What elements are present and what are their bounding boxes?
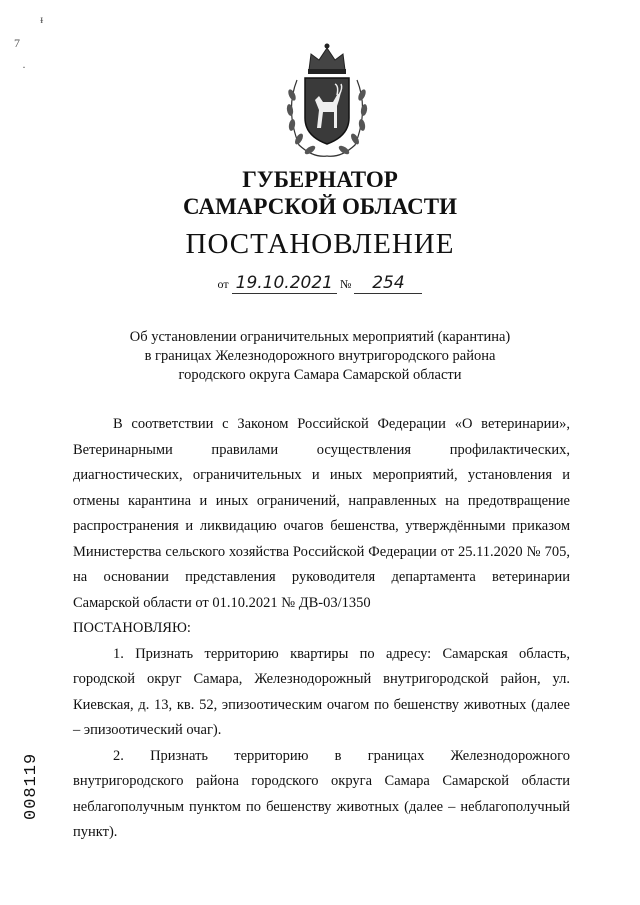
authority-title: ГУБЕРНАТОР xyxy=(242,167,398,192)
document-date-number xyxy=(0,273,640,294)
resolve-heading: ПОСТАНОВЛЯЮ: xyxy=(73,620,191,636)
side-registration-number: 008119 xyxy=(22,752,41,820)
date-prefix: от xyxy=(217,277,229,291)
document-date: 19.10.2021 xyxy=(232,273,337,294)
authority-region: САМАРСКОЙ ОБЛАСТИ xyxy=(183,194,457,219)
subject-line: городского округа Самара Самарской области xyxy=(178,367,462,383)
corner-mark: ᵻ xyxy=(40,12,44,26)
document-number: 254 xyxy=(354,273,422,294)
preamble-paragraph: В соответствии с Законом Российской Федерации «О ветеринарии», Ветеринарными правилами осуществления профилактических, диагностических, ограничительных и иных мероприятий, установления и отмены карантина и иных ограничений, направленных на предотвращение распространения и ликвидацию очагов бешенства, утверждёнными приказом Министерства сельского хозяйства Российской Федерации от 25.11.2020 № 705, на основании представления руководителя департамента ветеринарии Самарской области от 01.10.2021 № ДВ-03/1350 xyxy=(73,416,570,611)
document-type-title: ПОСТАНОВЛЕНИЕ xyxy=(185,228,455,260)
coat-of-arms-icon xyxy=(279,40,375,162)
corner-mark: · xyxy=(22,60,26,74)
corner-mark: 7 xyxy=(14,36,20,50)
document-subject xyxy=(80,328,560,385)
subject-line: Об установлении ограничительных мероприятий (карантина) xyxy=(129,329,511,345)
item-2-paragraph: 2. Признать территорию в границах Железнодорожного внутригородского района городского округа Самара Самарской области неблагополучным пунктом по бешенству животных (далее – неблагополучный пункт). xyxy=(73,747,570,840)
document-body xyxy=(73,412,570,846)
subject-line: в границах Железнодорожного внутригородского района xyxy=(144,348,496,364)
number-prefix: № xyxy=(339,277,352,291)
item-1-paragraph: 1. Признать территорию квартиры по адресу: Самарская область, городской округ Самара, Железнодорожный внутригородской район, ул. Киевская, д. 13, кв. 52, эпизоотическим очагом по бешенству животных (далее – эпизоотический очаг). xyxy=(73,645,570,738)
